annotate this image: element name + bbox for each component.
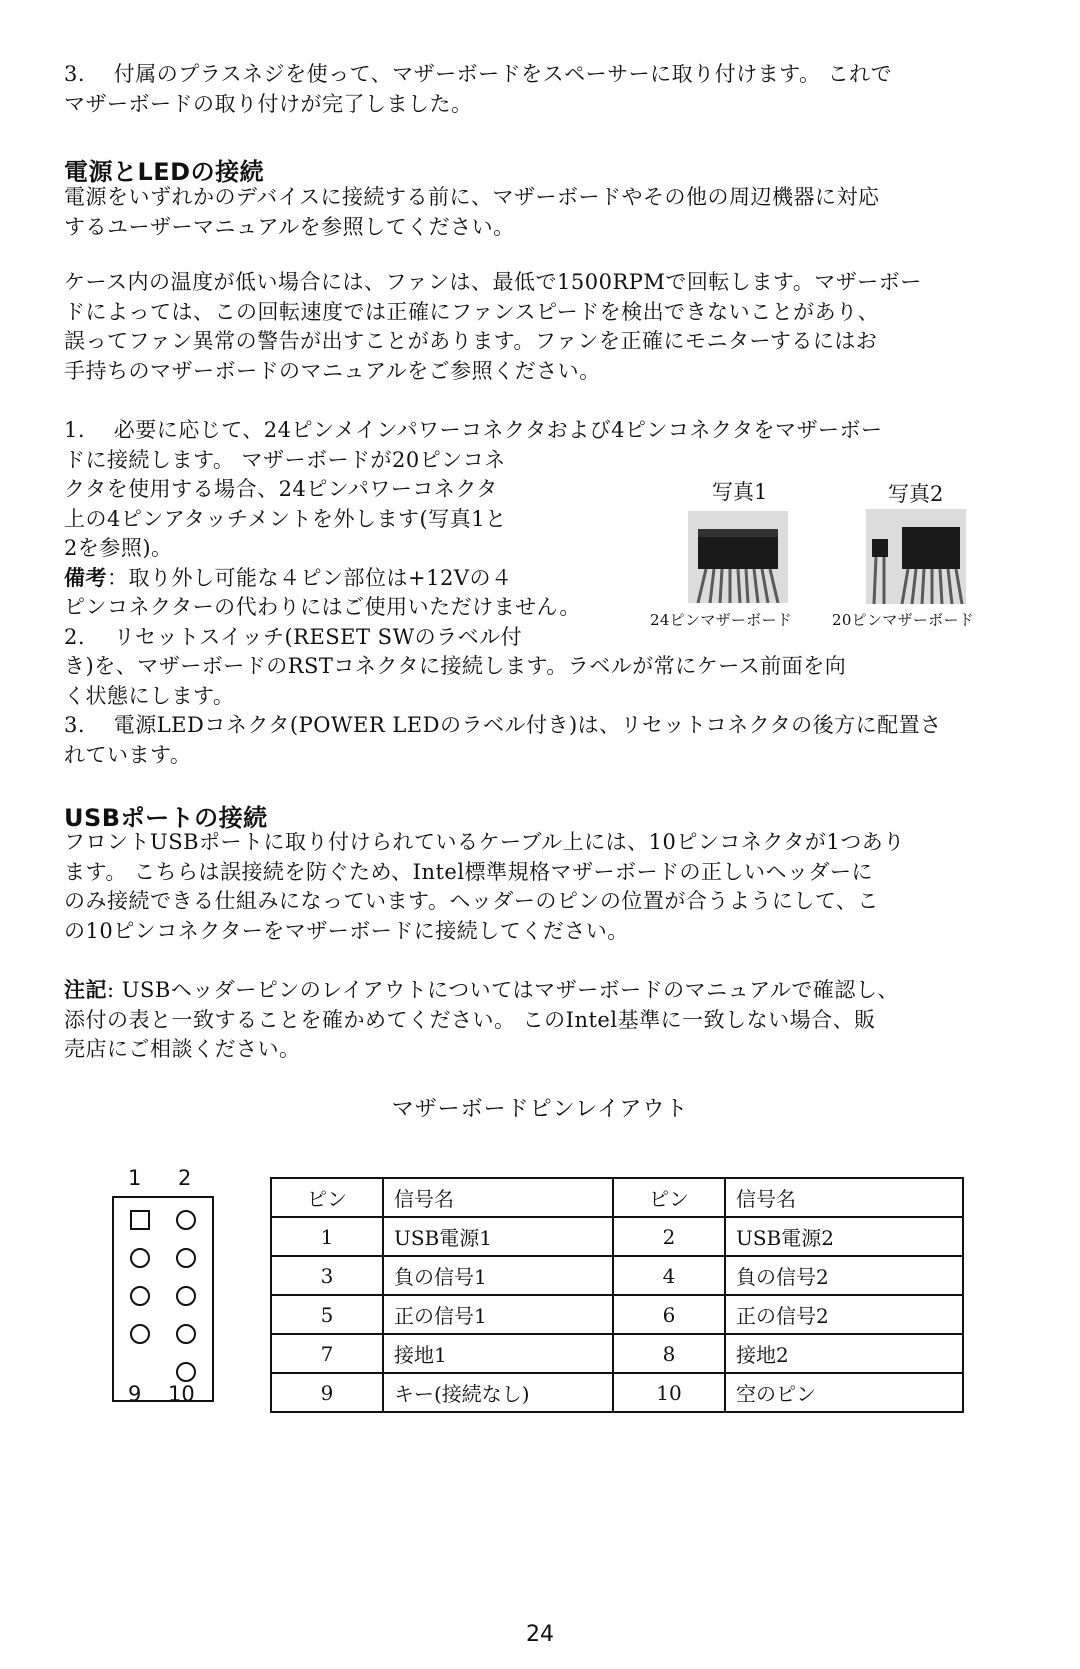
photo-20pin-connector: [866, 509, 966, 604]
usb-note: [64, 976, 1004, 1065]
signal-cell: 接地2: [725, 1334, 963, 1373]
text-line: するユーザーマニュアルを参照してください。: [64, 214, 515, 239]
note-text: : USBヘッダーピンのレイアウトについてはマザーボードのマニュアルで確認し、: [107, 978, 899, 1002]
step-1-line: クタを使用する場合、24ピンパワーコネクタ: [64, 477, 498, 501]
step-2-line: 2. リセットスイッチ(RESET SWのラベル付: [64, 624, 523, 649]
pin-10: [176, 1362, 196, 1382]
power-steps: [64, 416, 1004, 770]
pin-label-1: 1: [128, 1166, 142, 1190]
signal-cell: 正の信号2: [725, 1295, 963, 1334]
note-label: 注記: [64, 978, 107, 1002]
power-para-1: [64, 183, 1004, 242]
table-row: [271, 1334, 963, 1373]
note-line: 売店にご相談ください。: [64, 1037, 301, 1061]
signal-cell: USB電源1: [383, 1217, 613, 1256]
signal-cell: 正の信号1: [383, 1295, 613, 1334]
pin-cell: 8: [613, 1334, 725, 1373]
header-signal: 信号名: [383, 1178, 613, 1217]
pin-1-square: [130, 1210, 150, 1230]
note-line: ピンコネクターの代わりにはご使用いただけません。: [64, 595, 581, 619]
signal-cell: 空のピン: [725, 1373, 963, 1412]
connector-20pin-image: [866, 509, 966, 604]
pin-cell: 10: [613, 1373, 725, 1412]
signal-cell: 負の信号2: [725, 1256, 963, 1295]
pin-signal-table: [270, 1177, 964, 1413]
step-1-line: 1. 必要に応じて、24ピンメインパワーコネクタおよび4ピンコネクタをマザーボー: [64, 418, 883, 442]
pin-2: [176, 1210, 196, 1230]
pin-6: [176, 1286, 196, 1306]
pin-5: [130, 1286, 150, 1306]
pin-cell: 6: [613, 1295, 725, 1334]
signal-cell: キー(接続なし): [383, 1373, 613, 1412]
step-2-line: く状態にします。: [64, 683, 235, 708]
text-line: の10ピンコネクターをマザーボードに接続してください。: [64, 918, 629, 943]
power-section-title: 電源とLEDの接続: [64, 158, 265, 186]
note-line: [64, 564, 1004, 594]
pin-label-10: 10: [168, 1382, 195, 1406]
power-para-2: [64, 268, 1004, 386]
signal-cell: USB電源2: [725, 1217, 963, 1256]
text-line: 手持ちのマザーボードのマニュアルをご参照ください。: [64, 358, 601, 383]
header-signal: 信号名: [725, 1178, 963, 1217]
page-number: 24: [526, 1622, 554, 1647]
pin-label-9: 9: [128, 1382, 142, 1406]
signal-cell: 負の信号1: [383, 1256, 613, 1295]
photo-2-label: 写真2: [888, 482, 944, 506]
pin-cell: 9: [271, 1373, 383, 1412]
intro-paragraph: [64, 60, 1004, 119]
table-row: [271, 1295, 963, 1334]
step-1-line: 上の4ピンアタッチメントを外します(写真1と: [64, 506, 507, 531]
text-line: フロントUSBポートに取り付けられているケーブル上には、10ピンコネクタが1つあり: [64, 830, 905, 854]
table-row: [271, 1256, 963, 1295]
pin-cell: 2: [613, 1217, 725, 1256]
header-pin: ピン: [271, 1178, 383, 1217]
signal-cell: 接地1: [383, 1334, 613, 1373]
pin-4: [176, 1248, 196, 1268]
pin-8: [176, 1324, 196, 1344]
usb-section-title: USBポートの接続: [64, 804, 268, 832]
photo-1-label: 写真1: [712, 480, 768, 504]
note-text: ：取り外し可能な４ピン部位は+12Vの４: [107, 565, 513, 590]
pin-cell: 1: [271, 1217, 383, 1256]
text-line: 3. 付属のプラスネジを使って、マザーボードをスペーサーに取り付けます。 これで: [64, 62, 893, 86]
usb-para-1: [64, 828, 1004, 946]
pin-cell: 4: [613, 1256, 725, 1295]
step-2-line: き)を、マザーボードのRSTコネクタに接続します。ラベルが常にケース前面を向: [64, 654, 847, 678]
text-line: 電源をいずれかのデバイスに接続する前に、マザーボードやその他の周辺機器に対応: [64, 185, 880, 209]
text-line: 誤ってファン異常の警告が出すことがあります。ファンを正確にモニターするにはお: [64, 329, 878, 353]
table-row: [271, 1217, 963, 1256]
step-3-line: れています。: [64, 742, 192, 767]
text-line: ます。 こちらは誤接続を防ぐため、Intel標準規格マザーボードの正しいヘッダーに: [64, 859, 874, 884]
text-line: ドによっては、この回転速度では正確にファンスピードを検出できないことがあり、: [64, 299, 880, 324]
table-header-row: [271, 1178, 963, 1217]
photo-1-caption: 24ピンマザーボード: [650, 611, 793, 629]
step-3-line: 3. 電源LEDコネクタ(POWER LEDのラベル付き)は、リセットコネクタの後方に配置さ: [64, 713, 942, 737]
pin-3: [130, 1248, 150, 1268]
connector-24pin-image: [688, 511, 788, 603]
text-line: ケース内の温度が低い場合には、ファンは、最低で1500RPMで回転します。マザーボー: [64, 270, 922, 294]
pin-layout-title: マザーボードピンレイアウト: [391, 1097, 689, 1122]
pin-cell: 5: [271, 1295, 383, 1334]
step-1-line: ドに接続します。 マザーボードが20ピンコネ: [64, 447, 506, 472]
header-pin: ピン: [613, 1178, 725, 1217]
text-line: マザーボードの取り付けが完了しました。: [64, 91, 473, 116]
step-1-line: 2を参照)。: [64, 536, 173, 560]
pin-cell: 3: [271, 1256, 383, 1295]
note-label: 備考: [64, 565, 107, 590]
table-row: [271, 1373, 963, 1412]
photo-24pin-connector: [688, 511, 788, 603]
note-line: [64, 976, 1004, 1006]
pin-label-2: 2: [178, 1166, 192, 1190]
usb-header-diagram: [112, 1196, 214, 1402]
text-line: のみ接続できる仕組みになっています。ヘッダーのピンの位置が合うようにして、こ: [64, 889, 879, 913]
pin-cell: 7: [271, 1334, 383, 1373]
photo-2-caption: 20ピンマザーボード: [832, 611, 975, 629]
note-line: 添付の表と一致することを確かめてください。 このIntel基準に一致しない場合、販: [64, 1007, 876, 1032]
pin-7: [130, 1324, 150, 1344]
